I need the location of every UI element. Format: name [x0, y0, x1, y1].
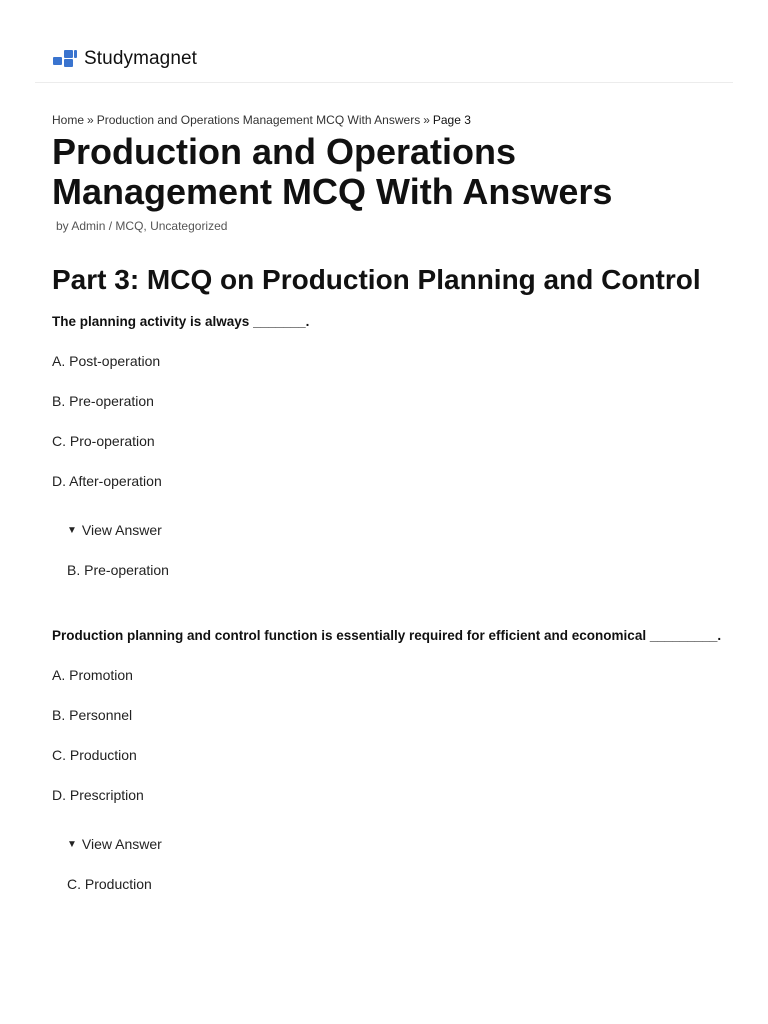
view-answer-label: View Answer [81, 522, 162, 538]
view-answer-label: View Answer [81, 836, 162, 852]
mcq-question-1 [52, 310, 722, 582]
view-answer-toggle[interactable] [67, 519, 722, 542]
question-text: Production planning and control function is essentially required for efficient and economical _________. [52, 628, 722, 643]
option-b: B. Personnel [52, 707, 133, 723]
section-heading: Part 3: MCQ on Production Planning and Control [52, 264, 701, 295]
brand-name: Studymagnet [84, 48, 198, 69]
option-b: B. Pre-operation [52, 393, 154, 409]
triangle-down-icon: ▼ [67, 839, 77, 850]
site-header [35, 0, 733, 83]
option-d: D. Prescription [52, 787, 144, 803]
answer-text: C. Production [67, 876, 152, 892]
meta-by-label: by [56, 219, 69, 233]
author-link[interactable]: Admin [71, 219, 106, 233]
studymagnet-logo-icon [53, 48, 77, 70]
breadcrumb [52, 112, 722, 128]
answer-text: B. Pre-operation [67, 562, 169, 578]
option-a: A. Promotion [52, 667, 133, 683]
breadcrumb-article-link[interactable]: Production and Operations Management MCQ With Answers [96, 113, 421, 127]
question-text: The planning activity is always _______. [52, 314, 310, 329]
view-answer-toggle[interactable] [67, 833, 722, 856]
breadcrumb-home-link[interactable]: Home [52, 113, 85, 127]
triangle-down-icon: ▼ [67, 525, 77, 536]
brand-logo-link[interactable] [53, 47, 197, 71]
option-d: D. After-operation [52, 473, 162, 489]
meta-divider: / [108, 219, 113, 233]
breadcrumb-current-page: Page 3 [432, 113, 471, 127]
page-title: Production and Operations Management MCQ With Answers [52, 131, 613, 212]
breadcrumb-separator: » [423, 113, 430, 127]
mcq-question-2 [52, 624, 722, 896]
option-a: A. Post-operation [52, 353, 161, 369]
category-links[interactable]: MCQ, Uncategorized [115, 219, 228, 233]
main-content [52, 112, 722, 896]
breadcrumb-separator: » [87, 113, 94, 127]
option-c: C. Production [52, 747, 137, 763]
post-meta [56, 218, 722, 234]
option-c: C. Pro-operation [52, 433, 155, 449]
